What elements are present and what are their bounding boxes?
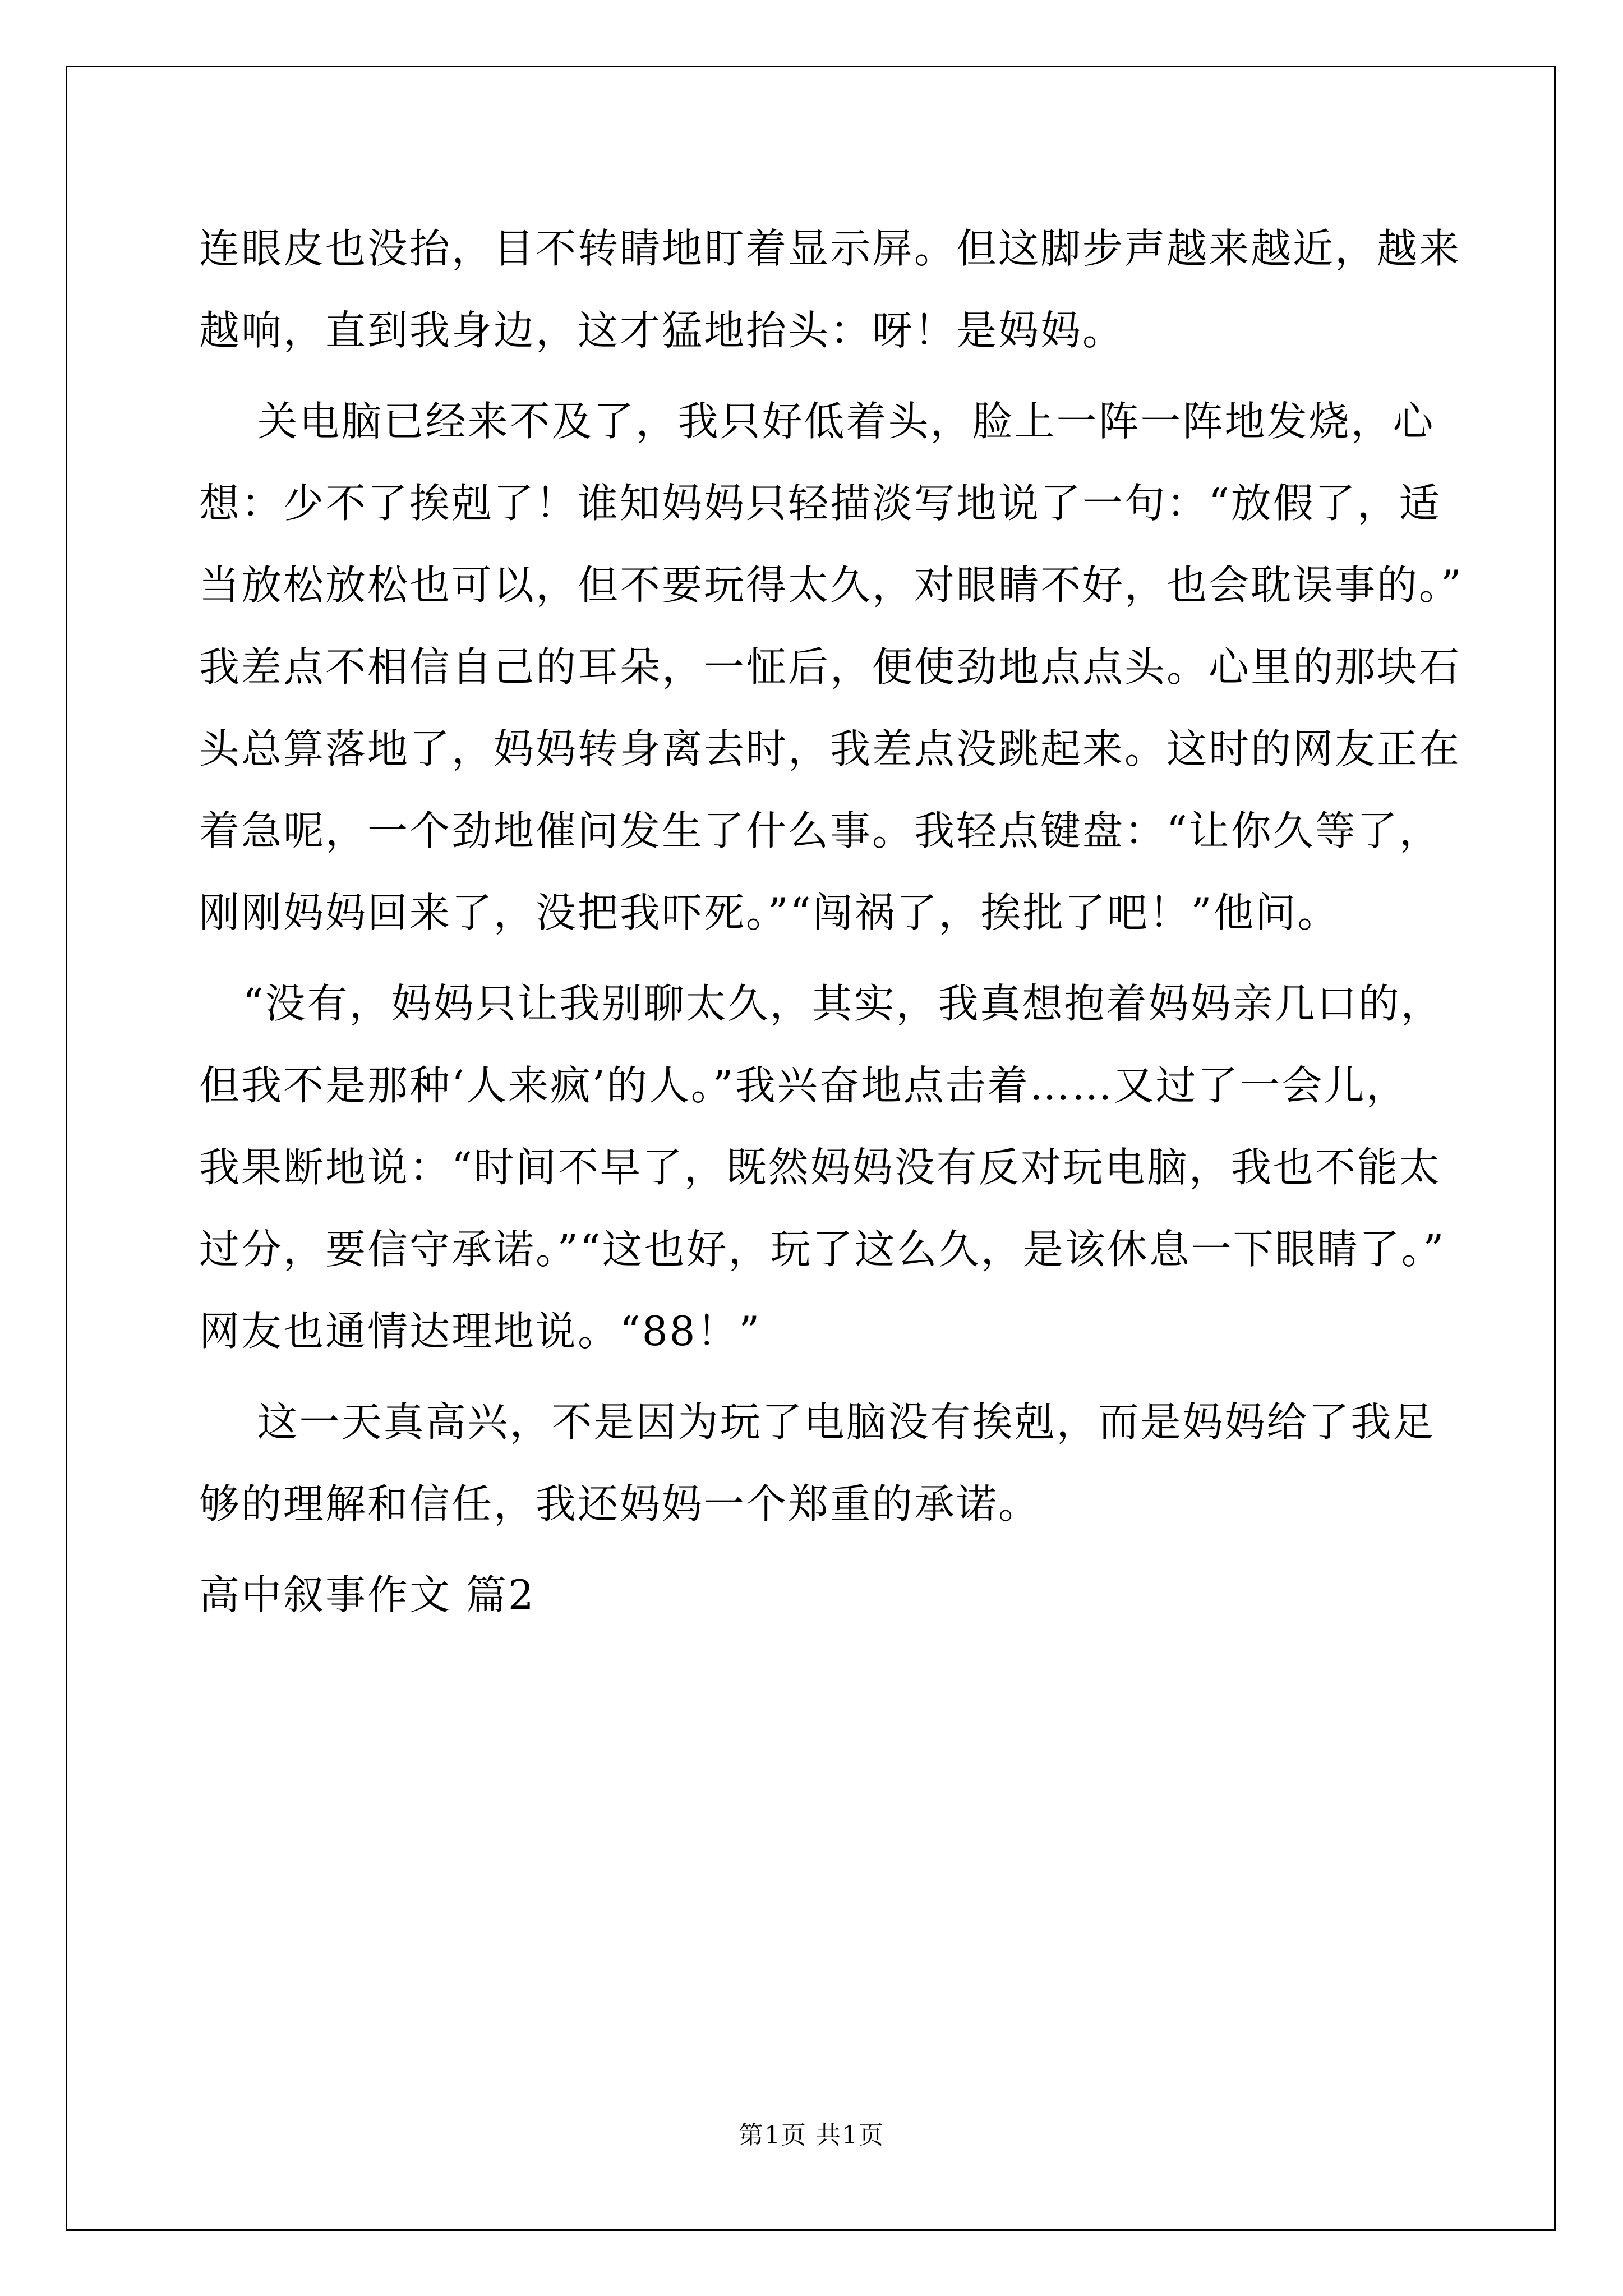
text-line: 我差点不相信自己的耳朵，一怔后，便使劲地点点头。心里的那块石 <box>199 643 1461 691</box>
text-line: 网友也通情达理地说。“88！” <box>199 1308 762 1355</box>
text-line: 我果断地说：“时间不早了，既然妈妈没有反对玩电脑，我也不能太 <box>199 1144 1441 1191</box>
text-line: 连眼皮也没抬，目不转睛地盯着显示屏。但这脚步声越来越近，越来 <box>199 225 1461 272</box>
text-line: 想：少不了挨剋了！谁知妈妈只轻描淡写地说了一句：“放假了，适 <box>199 480 1441 527</box>
text-line: 这一天真高兴，不是因为玩了电脑没有挨剋，而是妈妈给了我足 <box>199 1398 1435 1446</box>
text-line: 刚刚妈妈回来了，没把我吓死。”“闯祸了，挨批了吧！”他问。 <box>199 889 1340 936</box>
text-line: 当放松放松也可以，但不要玩得太久，对眼睛不好，也会耽误事的。” <box>199 562 1463 609</box>
text-line: 但我不是那种‘人来疯’的人。”我兴奋地点击着……又过了一会儿， <box>199 1062 1408 1109</box>
text-line: 关电脑已经来不及了，我只好低着头，脸上一阵一阵地发烧，心 <box>199 398 1435 445</box>
document-body <box>199 208 1489 1636</box>
section-heading: 高中叙事作文 篇2 <box>199 1571 536 1618</box>
text-line: 过分，要信守承诺。”“这也好，玩了这么久，是该休息一下眼睛了。” <box>199 1226 1446 1273</box>
text-line: 头总算落地了，妈妈转身离去时，我差点没跳起来。这时的网友正在 <box>199 725 1461 772</box>
text-line: “没有，妈妈只让我别聊太久，其实，我真想抱着妈妈亲几口的， <box>199 980 1443 1027</box>
text-line: 越响，直到我身边，这才猛地抬头：呀！是妈妈。 <box>199 307 1125 354</box>
text-line: 着急呢，一个劲地催问发生了什么事。我轻点键盘：“让你久等了， <box>199 807 1441 854</box>
page-footer: 第1页 共1页 <box>739 2121 884 2150</box>
text-line: 够的理解和信任，我还妈妈一个郑重的承诺。 <box>199 1480 1041 1527</box>
